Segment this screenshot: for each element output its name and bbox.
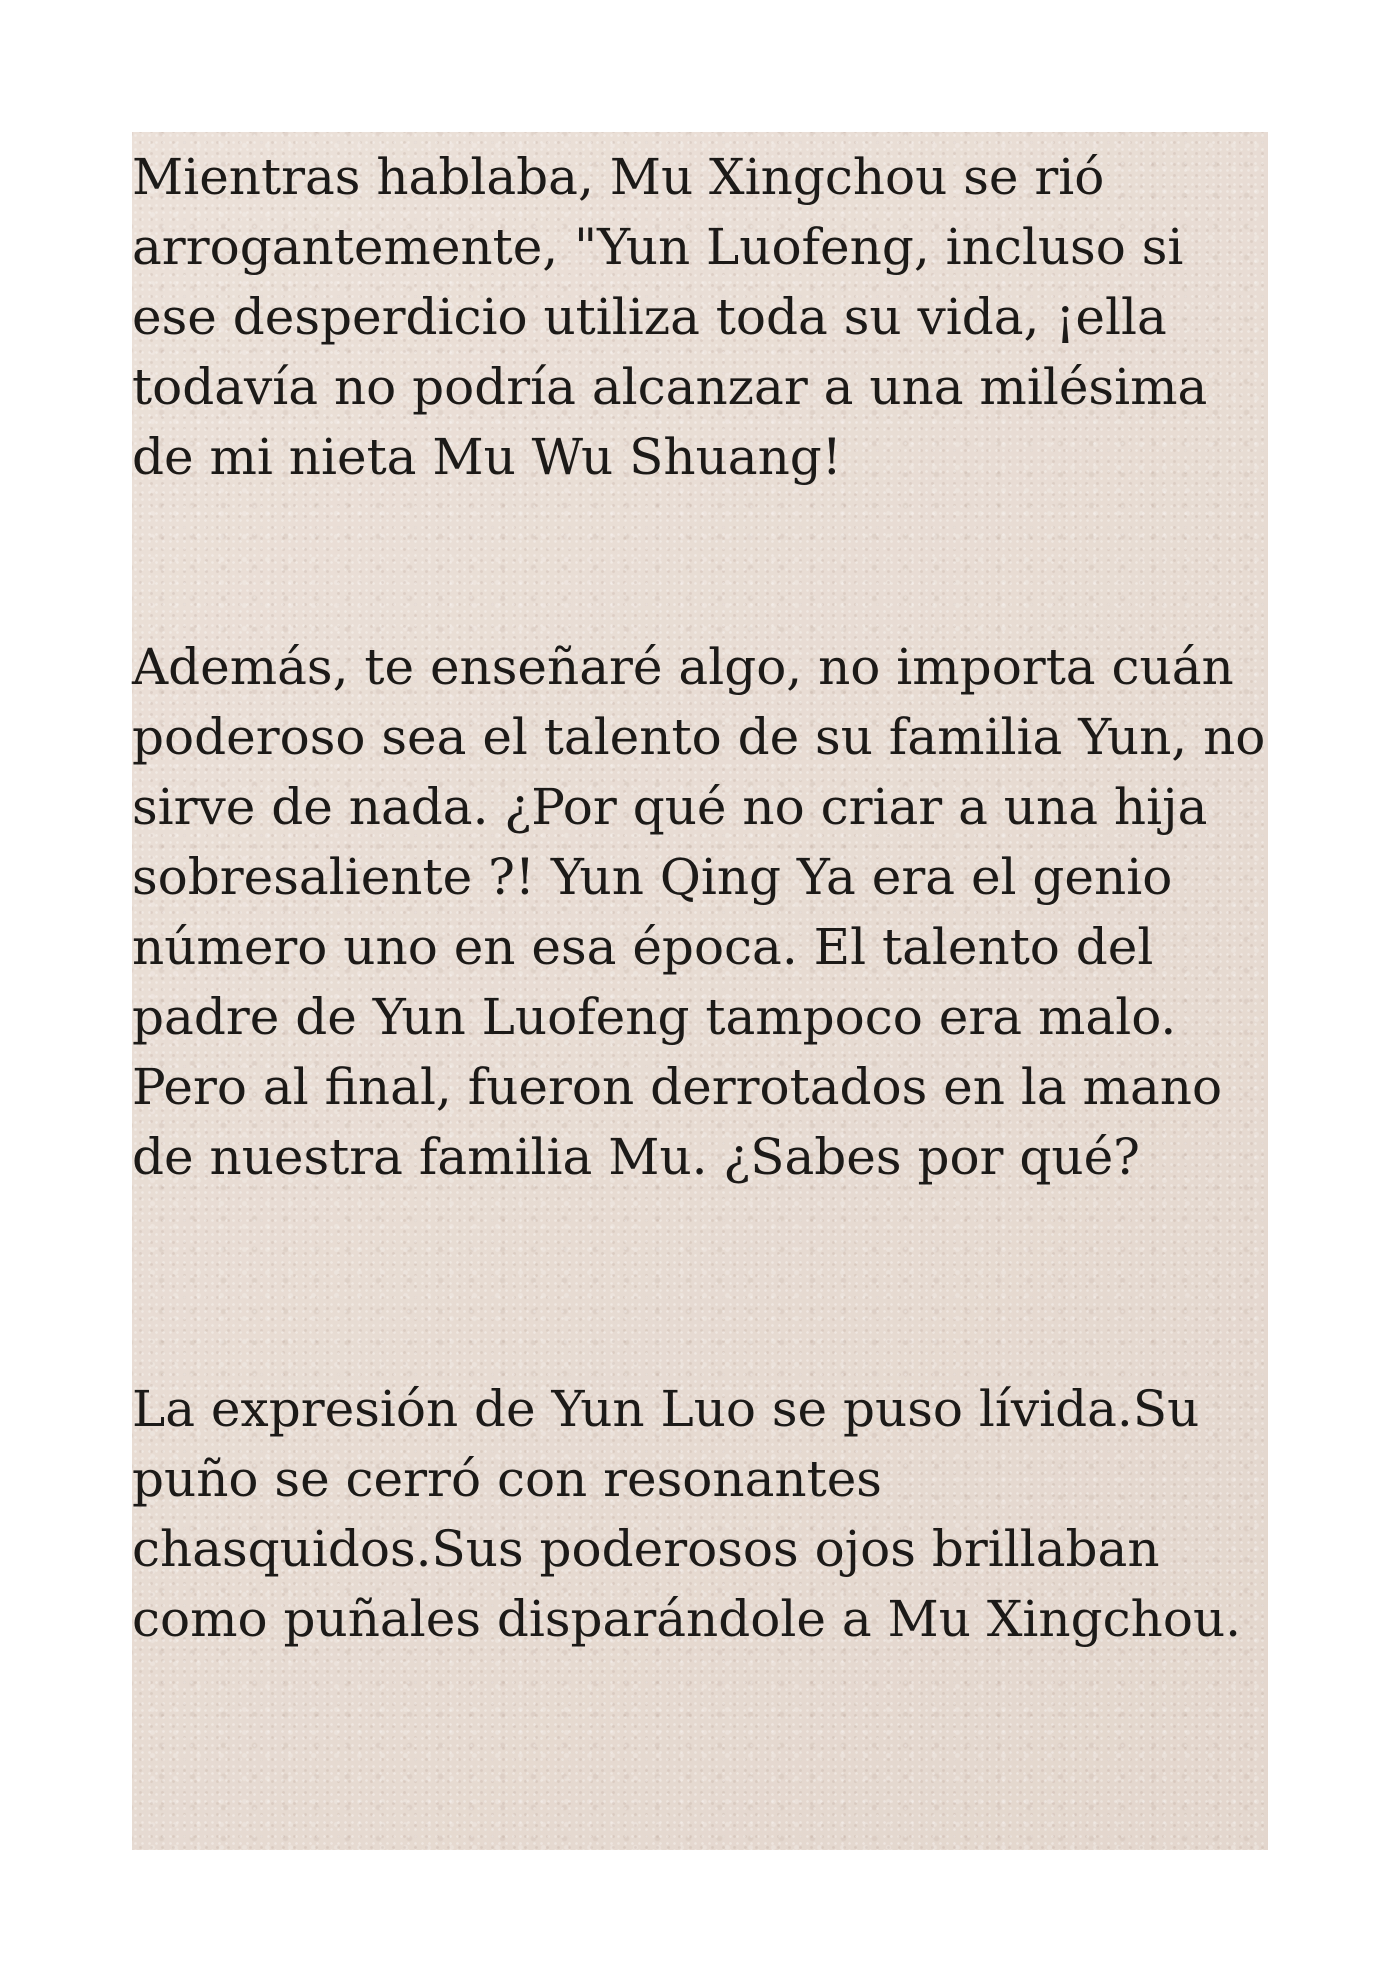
- paragraph-2: Además, te enseñaré algo, no importa cuán poderoso sea el talento de su familia Yun, no sirve de nada. ¿Por qué no criar a una hija sobresaliente ?! Yun Qing Ya era el genio número uno en esa época. El talento del padre de Yun Luofeng tampoco era malo. Pero al final, fueron derrotados en la mano de nuestra familia Mu. ¿Sabes por qué?: [132, 638, 1266, 1186]
- paper-page: [132, 132, 1268, 1850]
- paragraph-spacer: [132, 1192, 1268, 1374]
- paragraph-3: La expresión de Yun Luo se puso lívida.Su puño se cerró con resonantes chasquidos.Sus poderosos ojos brillaban como puñales disparándole a Mu Xingchou.: [132, 1380, 1242, 1648]
- paragraph-1: Mientras hablaba, Mu Xingchou se rió arrogantemente, "Yun Luofeng, incluso si ese desperdicio utiliza toda su vida, ¡ella todavía no podría alcanzar a una milésima de mi nieta Mu Wu Shuang!: [132, 148, 1208, 486]
- body-text: [132, 142, 1268, 1654]
- paragraph-spacer: [132, 492, 1268, 632]
